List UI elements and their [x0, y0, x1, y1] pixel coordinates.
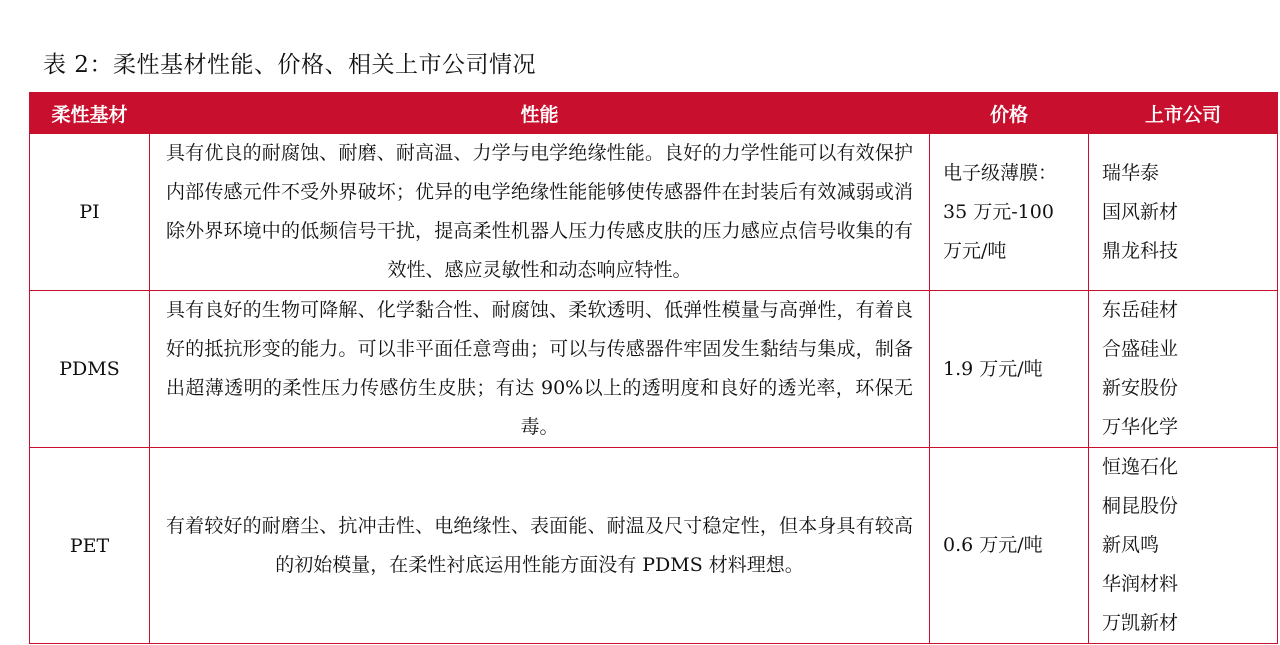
- price-text: 0.6 万元/吨: [930, 448, 1089, 644]
- company-name: 华润材料: [1102, 573, 1179, 595]
- table-row: [30, 134, 1278, 291]
- company-name: 新安股份: [1102, 377, 1179, 399]
- substrate-table: [29, 92, 1278, 644]
- company-name: 新凤鸣: [1102, 534, 1160, 556]
- substrate-name: PDMS: [30, 291, 150, 448]
- table-row: [30, 291, 1278, 448]
- performance-text: 有着较好的耐磨尘、抗冲击性、电绝缘性、表面能、耐温及尺寸稳定性，但本身具有较高的初始模量，在柔性衬底运用性能方面没有 PDMS 材料理想。: [150, 448, 930, 644]
- header-companies: 上市公司: [1089, 93, 1278, 134]
- header-row: [30, 93, 1278, 134]
- header-substrate: 柔性基材: [30, 93, 150, 134]
- substrate-name: PI: [30, 134, 150, 291]
- company-name: 万华化学: [1102, 416, 1179, 438]
- company-name: 瑞华泰: [1102, 161, 1160, 184]
- company-name: 合盛硅业: [1102, 338, 1179, 360]
- company-name: 桐昆股份: [1102, 495, 1179, 517]
- company-list: [1089, 291, 1278, 448]
- performance-text: 具有良好的生物可降解、化学黏合性、耐腐蚀、柔软透明、低弹性模量与高弹性，有着良好的抵抗形变的能力。可以非平面任意弯曲；可以与传感器件牢固发生黏结与集成，制备出超薄透明的柔性压力传感仿生皮肤；有达 90%以上的透明度和良好的透光率，环保无毒。: [150, 291, 930, 448]
- table-caption: 表 2：柔性基材性能、价格、相关上市公司情况: [43, 52, 536, 78]
- company-list: [1089, 134, 1278, 291]
- company-name: 国风新材: [1102, 200, 1179, 223]
- table-row: [30, 448, 1278, 644]
- company-name: 万凯新材: [1102, 612, 1179, 634]
- price-text: 电子级薄膜：35 万元-100 万元/吨: [930, 134, 1089, 291]
- price-text: 1.9 万元/吨: [930, 291, 1089, 448]
- company-name: 恒逸石化: [1102, 456, 1179, 478]
- company-name: 鼎龙科技: [1102, 239, 1179, 262]
- header-performance: 性能: [150, 93, 930, 134]
- substrate-name: PET: [30, 448, 150, 644]
- performance-text: 具有优良的耐腐蚀、耐磨、耐高温、力学与电学绝缘性能。良好的力学性能可以有效保护内部传感元件不受外界破坏；优异的电学绝缘性能能够使传感器件在封装后有效减弱或消除外界环境中的低频信号干扰，提高柔性机器人压力传感皮肤的压力感应点信号收集的有效性、感应灵敏性和动态响应特性。: [150, 134, 930, 291]
- header-price: 价格: [930, 93, 1089, 134]
- company-name: 东岳硅材: [1102, 299, 1179, 321]
- company-list: [1089, 448, 1278, 644]
